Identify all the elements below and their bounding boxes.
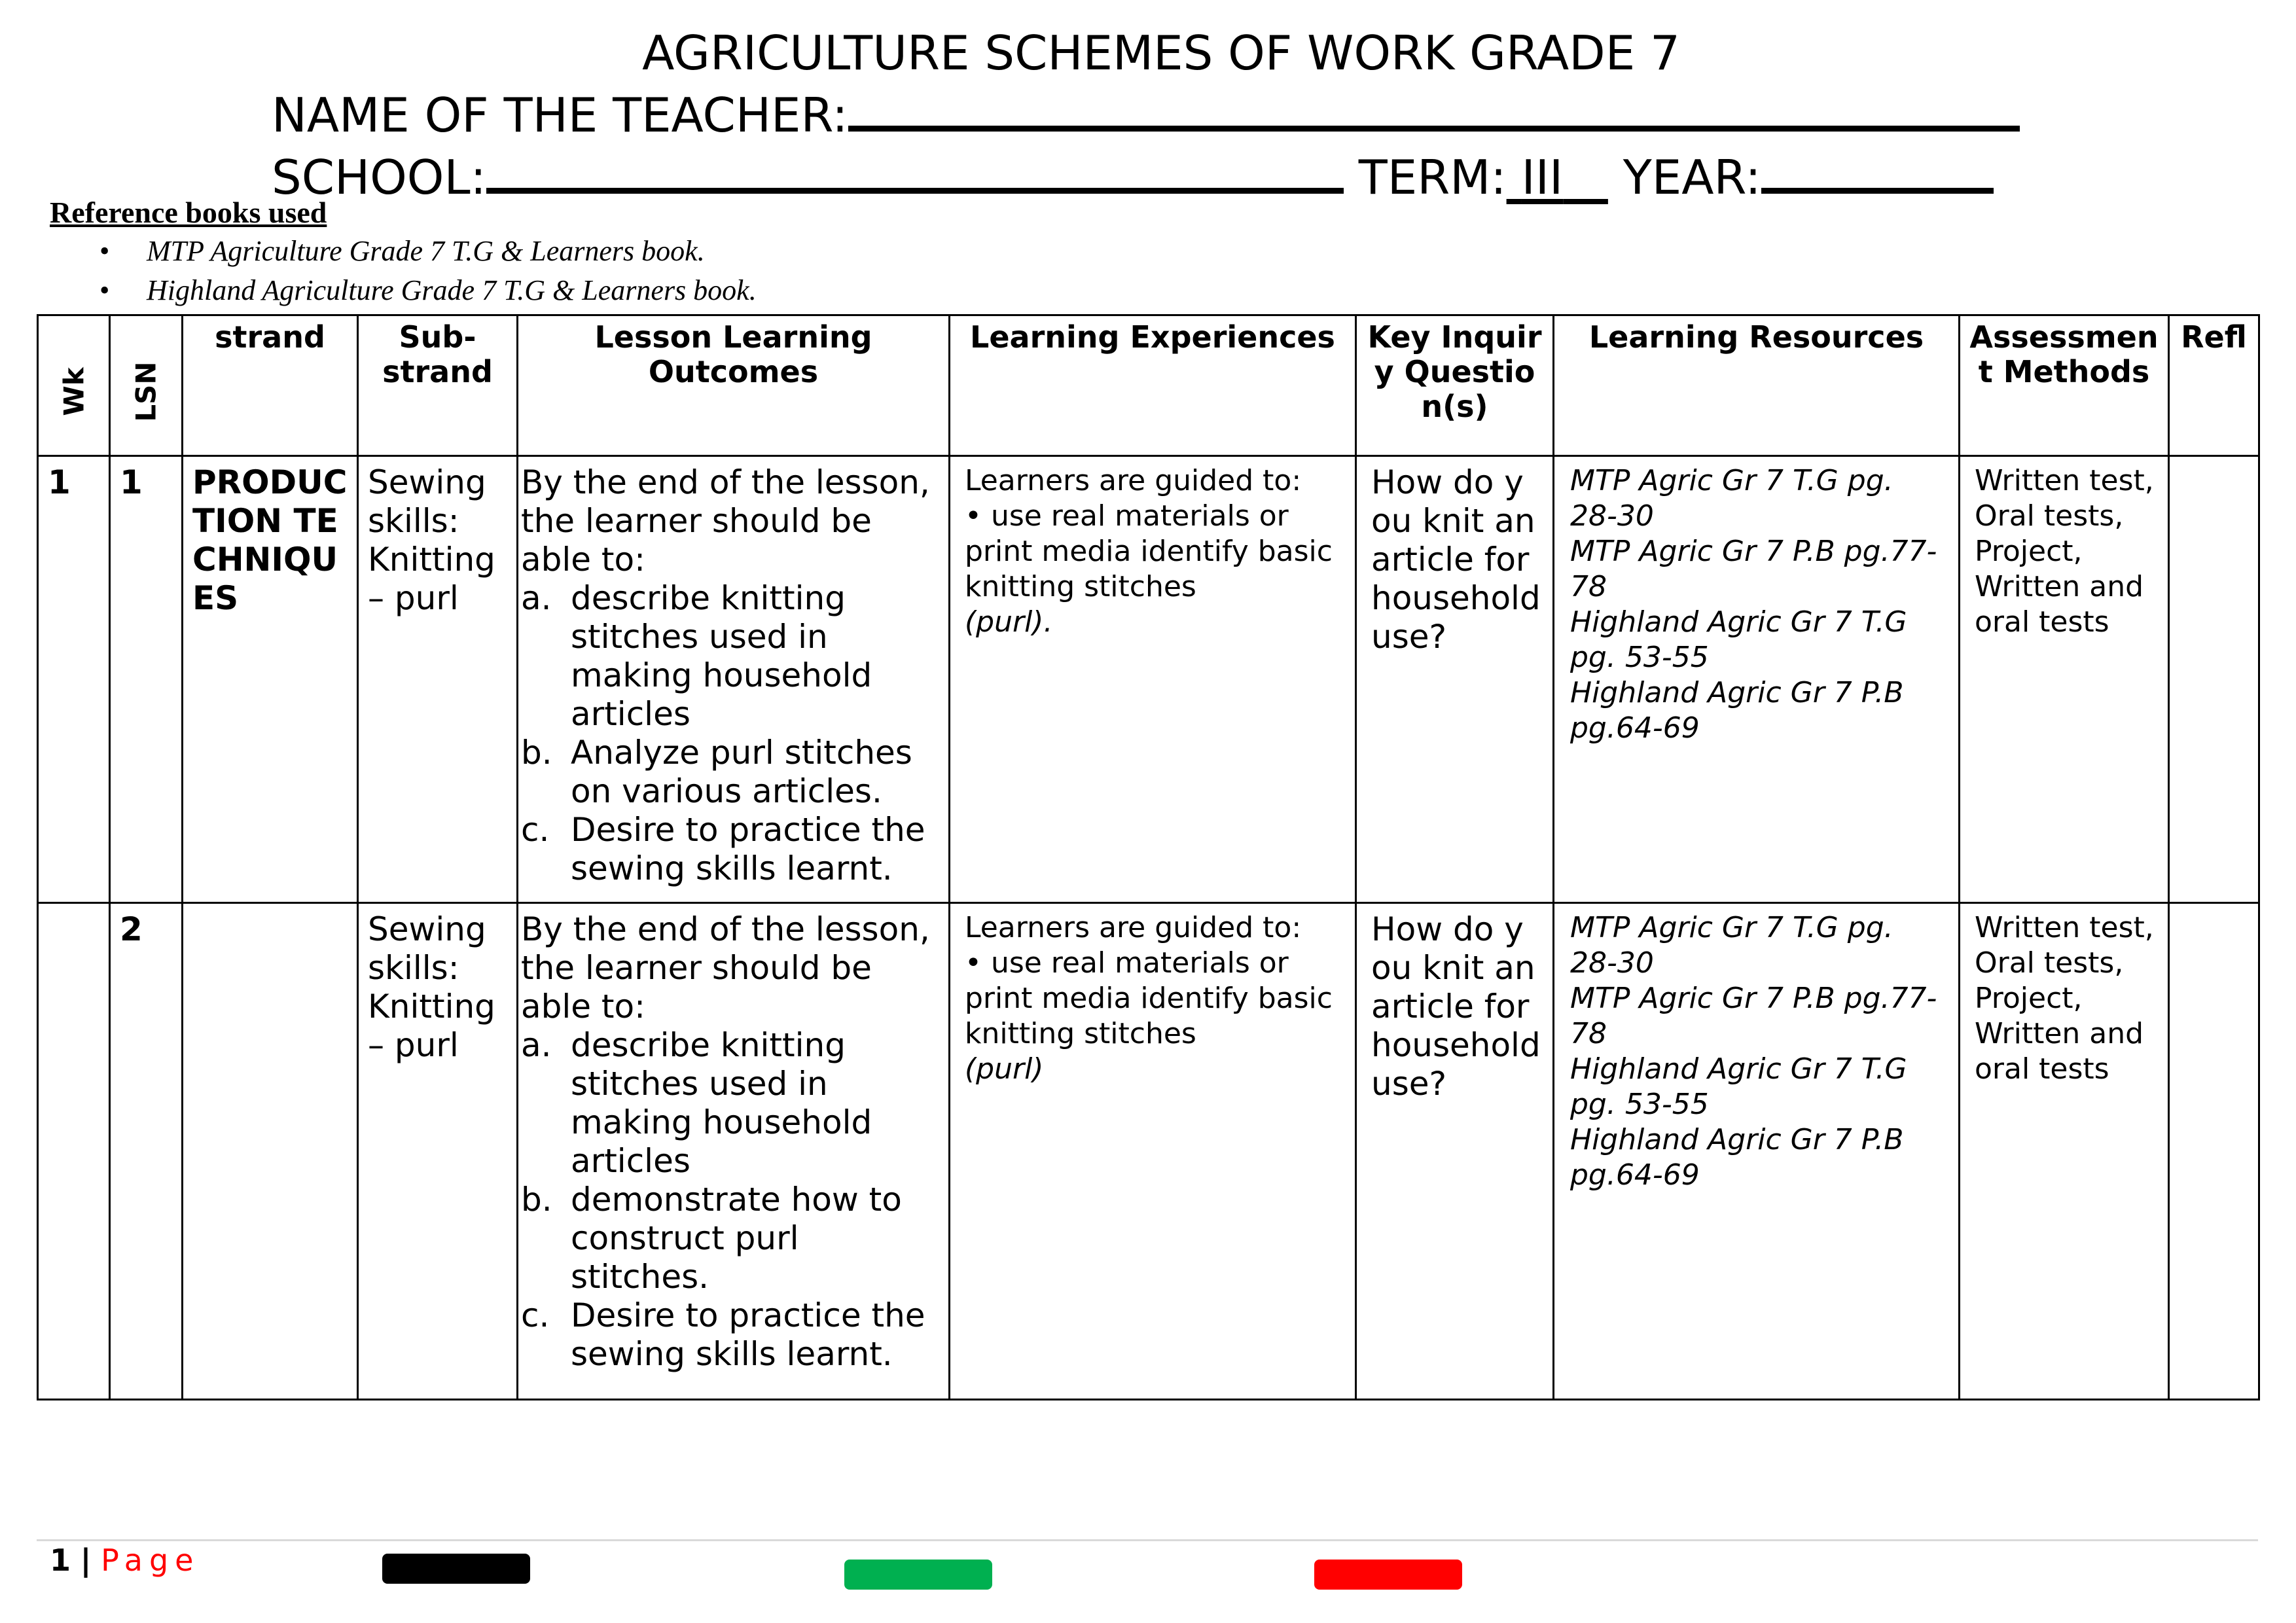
year-blank [1761, 145, 1994, 194]
cell-wk: 1 [38, 456, 110, 903]
header-refl: Refl [2169, 315, 2259, 456]
outcome-item: b. demonstrate how to construct purl stitches. [521, 1181, 902, 1296]
page-word: Page [101, 1543, 200, 1578]
outcome-item: b. Analyze purl stitches on various articles. [521, 734, 912, 810]
cell-refl [2169, 903, 2259, 1400]
scheme-table [37, 314, 2260, 1400]
footer-color-bar-green [844, 1560, 992, 1590]
header-lsn: LSN [110, 315, 183, 456]
header-substrand: Sub-strand [358, 315, 518, 456]
resource-item: MTP Agric Gr 7 P.B pg.77-78 [1570, 982, 1937, 1050]
document-header [0, 24, 2296, 207]
cell-strand: PRODUCTION TECHNIQUES [183, 456, 358, 903]
header-outcomes: Lesson Learning Outcomes [518, 315, 950, 456]
resource-item: Highland Agric Gr 7 T.G pg. 53-55 [1570, 1052, 1907, 1121]
school-blank [486, 145, 1344, 194]
header-wk: Wk [38, 315, 110, 456]
school-label: SCHOOL: [272, 150, 486, 205]
reference-books-list [50, 232, 757, 310]
experience-bullet: • use real materials or print media identify basic knitting stitches [965, 946, 1333, 1050]
cell-kiq: How do you knit an article for household use? [1356, 903, 1554, 1400]
footer-divider [37, 1539, 2258, 1541]
outcomes-list [521, 1026, 939, 1374]
cell-kiq: How do you knit an article for household use? [1356, 456, 1554, 903]
header-experiences: Learning Experiences [950, 315, 1356, 456]
cell-strand [183, 903, 358, 1400]
cell-refl [2169, 456, 2259, 903]
experience-intro: Learners are guided to: [965, 464, 1302, 497]
cell-outcomes [518, 903, 950, 1400]
cell-assessment: Written test, Oral tests, Project, Written and oral tests [1960, 456, 2169, 903]
experience-intro: Learners are guided to: [965, 911, 1302, 944]
outcomes-intro: By the end of the lesson, the learner should be able to: [521, 463, 930, 579]
header-resources: Learning Resources [1554, 315, 1960, 456]
outcome-item: c. Desire to practice the sewing skills learnt. [521, 1296, 925, 1373]
resource-item: Highland Agric Gr 7 P.B pg.64-69 [1570, 1123, 1904, 1192]
resource-item: Highland Agric Gr 7 T.G pg. 53-55 [1570, 605, 1907, 674]
cell-assessment: Written test, Oral tests, Project, Written and oral tests [1960, 903, 2169, 1400]
resource-item: Highland Agric Gr 7 P.B pg.64-69 [1570, 676, 1904, 745]
table-row [38, 903, 2259, 1400]
cell-lsn: 1 [110, 456, 183, 903]
reference-books-title: Reference books used [50, 196, 327, 229]
outcome-item: a. describe knitting stitches used in making household articles [521, 1026, 872, 1180]
reference-books [50, 194, 757, 310]
reference-book-item: • MTP Agriculture Grade 7 T.G & Learners book. [147, 232, 757, 271]
header-kiq: Key Inquiry Question(s) [1356, 315, 1554, 456]
cell-resources [1554, 903, 1960, 1400]
page-separator: | [80, 1543, 92, 1578]
table-header-row [38, 315, 2259, 456]
term-value: III [1521, 150, 1564, 205]
page-number: 1 [50, 1543, 71, 1578]
term-label: TERM: [1358, 150, 1507, 205]
reference-book-item: • Highland Agriculture Grade 7 T.G & Learners book. [147, 271, 757, 310]
outcomes-intro: By the end of the lesson, the learner should be able to: [521, 910, 930, 1026]
teacher-name-label: NAME OF THE TEACHER: [272, 88, 848, 143]
resource-item: MTP Agric Gr 7 P.B pg.77-78 [1570, 535, 1937, 603]
cell-experiences [950, 903, 1356, 1400]
footer-color-bar-black [382, 1554, 530, 1584]
outcomes-list [521, 579, 939, 888]
outcome-item: c. Desire to practice the sewing skills learnt. [521, 811, 925, 887]
cell-lsn: 2 [110, 903, 183, 1400]
page-footer [50, 1541, 200, 1580]
outcome-item: a. describe knitting stitches used in making household articles [521, 579, 872, 733]
table-row [38, 456, 2259, 903]
header-strand: strand [183, 315, 358, 456]
cell-substrand: Sewing skills: Knitting – purl [358, 456, 518, 903]
header-assessment: Assessment Methods [1960, 315, 2169, 456]
teacher-name-line [0, 82, 2296, 145]
cell-wk [38, 903, 110, 1400]
cell-outcomes [518, 456, 950, 903]
document-title: AGRICULTURE SCHEMES OF WORK GRADE 7 [642, 26, 1680, 80]
cell-substrand: Sewing skills: Knitting – purl [358, 903, 518, 1400]
resource-item: MTP Agric Gr 7 T.G pg. 28-30 [1570, 464, 1893, 533]
experience-bullet: • use real materials or print media identify basic knitting stitches [965, 499, 1333, 603]
cell-experiences [950, 456, 1356, 903]
cell-resources [1554, 456, 1960, 903]
year-label: YEAR: [1623, 150, 1761, 205]
experience-note: (purl). [965, 605, 1053, 639]
footer-color-bar-red [1314, 1560, 1462, 1590]
experience-note: (purl) [965, 1052, 1044, 1086]
resource-item: MTP Agric Gr 7 T.G pg. 28-30 [1570, 911, 1893, 980]
teacher-name-blank [848, 82, 2020, 132]
